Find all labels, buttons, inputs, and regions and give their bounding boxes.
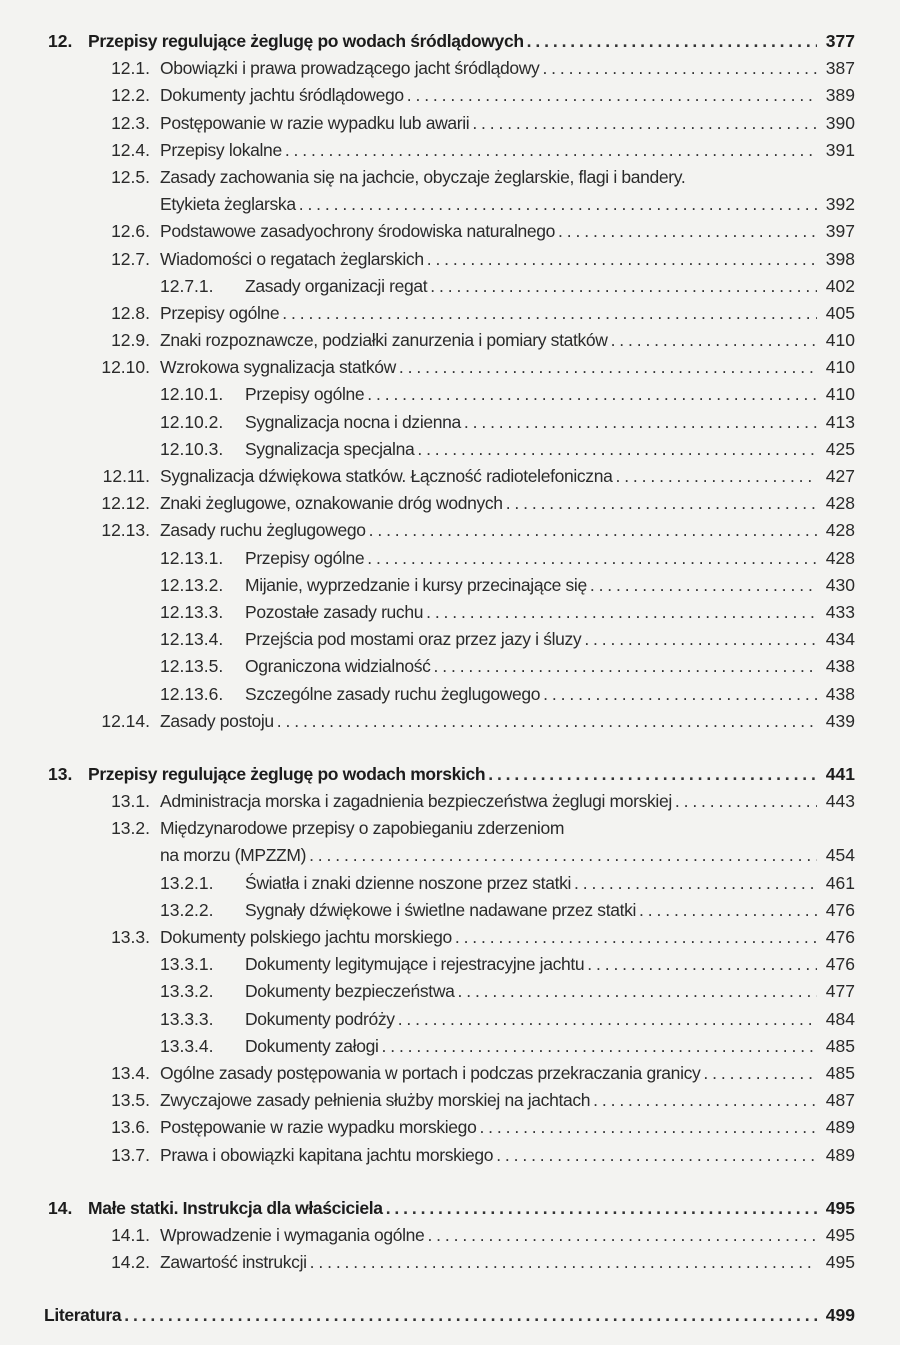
dot-leader (493, 1142, 817, 1169)
toc-entry-section (0, 1222, 900, 1249)
toc-entry-number: 12.10. (101, 357, 150, 378)
toc-entry-line (245, 409, 855, 436)
toc-entry-subsection (0, 436, 900, 463)
toc-entry-title: Wzrokowa sygnalizacja statków (160, 357, 396, 378)
dot-leader (571, 870, 817, 897)
toc-entry-section (0, 327, 900, 354)
toc-entry-title: Sygnalizacja nocna i dzienna (245, 411, 461, 432)
toc-entry-page-number: 405 (825, 302, 855, 323)
dot-leader (296, 191, 817, 218)
dot-leader (307, 1249, 817, 1276)
toc-entry-number: 12. (48, 31, 73, 51)
toc-entry-line (245, 978, 855, 1005)
toc-entry-title: Dokumenty bezpieczeństwa (245, 981, 455, 1002)
toc-entry-number: 12.14. (101, 710, 150, 731)
toc-entry-line (160, 463, 855, 490)
toc-entry-line (160, 164, 855, 191)
toc-entry-number: 12.7.1. (160, 275, 214, 296)
toc-entry-line (245, 436, 855, 463)
toc-entry-page-number: 425 (825, 438, 855, 459)
toc-entry-page-number: 402 (825, 275, 855, 296)
dot-leader (424, 246, 817, 273)
dot-leader (584, 951, 817, 978)
toc-entry-number: 13.6. (111, 1117, 150, 1138)
toc-entry-page-number: 428 (825, 547, 855, 568)
toc-entry-line (245, 599, 855, 626)
toc-entry-title: Postępowanie w razie wypadku morskiego (160, 1117, 477, 1138)
toc-entry-title: Małe statki. Instrukcja dla właściciela (88, 1197, 383, 1218)
toc-entry-title: Literatura (44, 1305, 122, 1326)
toc-entry-line (160, 490, 855, 517)
toc-entry-title: Administracja morska i zagadnienia bezpieczeństwa żeglugi morskiej (160, 791, 672, 812)
toc-entry-section (0, 788, 900, 815)
toc-entry-page-number: 485 (825, 1062, 855, 1083)
toc-entry-page-number: 484 (825, 1008, 855, 1029)
toc-entry-line (44, 1302, 855, 1329)
toc-entry-number: 13. (48, 763, 73, 784)
toc-entry-title: Przepisy lokalne (160, 139, 282, 160)
toc-entry-page-number: 433 (825, 601, 855, 622)
toc-entry-title: Zasady postoju (160, 710, 274, 731)
toc-entry-title: Dokumenty jachtu śródlądowego (160, 85, 404, 106)
toc-entry-number: 12.4. (111, 139, 150, 160)
toc-entry-subsection (0, 897, 900, 924)
toc-entry-line (245, 951, 855, 978)
toc-entry-line (245, 653, 855, 680)
toc-entry-line (160, 788, 855, 815)
toc-entry-line (88, 761, 855, 788)
dot-leader (424, 1222, 817, 1249)
toc-entry-title: Podstawowe zasadyochrony środowiska naturalnego (160, 221, 556, 242)
toc-entry-section (0, 815, 900, 842)
toc-entry-line (88, 1195, 855, 1222)
toc-entry-subsection (0, 951, 900, 978)
dot-leader (539, 55, 817, 82)
toc-entry-title: Zasady organizacji regat (245, 275, 428, 296)
toc-entry-section (0, 218, 900, 245)
toc-entry-page-number: 439 (825, 710, 855, 731)
toc-entry-page-number: 430 (825, 574, 855, 595)
toc-entry-number: 12.13.5. (160, 656, 224, 677)
toc-entry-line (160, 1114, 855, 1141)
toc-entry-number: 13.3. (111, 927, 150, 947)
toc-entry-number: 12.8. (111, 302, 150, 323)
toc-entry-subsection (0, 381, 900, 408)
toc-entry-title: Prawa i obowiązki kapitana jachtu morskiego (160, 1144, 494, 1165)
toc-entry-line (160, 191, 855, 218)
toc-entry-page-number: 487 (825, 1090, 855, 1111)
toc-entry-page-number: 397 (825, 221, 855, 242)
toc-entry-subsection (0, 409, 900, 436)
toc-entry-page-number: 454 (825, 845, 855, 866)
toc-entry-page-number: 434 (825, 629, 855, 650)
toc-entry-number: 14.1. (111, 1224, 150, 1245)
toc-entry-subsection (0, 626, 900, 653)
dot-leader (555, 218, 817, 245)
toc-entry-page-number: 428 (825, 493, 855, 514)
toc-entry-title: Ograniczona widzialność (245, 656, 431, 677)
toc-entry-title: Zasady zachowania się na jachcie, obyczaje żeglarskie, flagi i bandery. (160, 166, 686, 187)
dot-leader (396, 354, 817, 381)
dot-leader (612, 463, 817, 490)
toc-entry-title: Dokumenty podróży (245, 1008, 395, 1029)
dot-leader (414, 436, 817, 463)
dot-leader (364, 545, 817, 572)
toc-entry-subsection (0, 1033, 900, 1060)
toc-entry-subsection (0, 653, 900, 680)
toc-entry-page-number: 477 (825, 981, 855, 1002)
toc-entry-number: 14. (48, 1197, 73, 1218)
toc-entry-title: Obowiązki i prawa prowadzącego jacht śródlądowy (160, 58, 540, 79)
toc-entry-title: na morzu (MPZZM) (160, 845, 307, 866)
toc-entry-line (160, 924, 855, 951)
toc-entry-section (0, 924, 900, 951)
toc-entry-number: 12.10.2. (160, 411, 224, 432)
toc-entry-title: Przepisy regulujące żeglugę po wodach śródlądowych (88, 31, 524, 51)
toc-entry-number: 12.1. (111, 58, 150, 79)
toc-entry-title: Przepisy ogólne (245, 547, 365, 568)
toc-entry-section (0, 191, 900, 218)
toc-entry-line (160, 110, 855, 137)
toc-entry-title: Zwyczajowe zasady pełnienia służby morskiej na jachtach (160, 1090, 591, 1111)
dot-leader (282, 137, 817, 164)
toc-entry-line (245, 870, 855, 897)
toc-entry-page-number: 392 (825, 194, 855, 215)
dot-leader (427, 273, 817, 300)
dot-leader (524, 28, 817, 55)
toc-entry-title: Dokumenty załogi (245, 1035, 379, 1056)
toc-entry-number: 12.13. (101, 520, 150, 541)
toc-entry-line (245, 626, 855, 653)
toc-entry-title: Sygnalizacja dźwiękowa statków. Łączność radiotelefoniczna (160, 466, 613, 486)
toc-entry-title: Dokumenty polskiego jachtu morskiego (160, 927, 452, 947)
toc-entry-page-number: 428 (825, 520, 855, 541)
toc-entry-section (0, 55, 900, 82)
toc-entry-number: 12.7. (111, 248, 150, 269)
toc-entry-section (0, 517, 900, 544)
toc-entry-title: Znaki rozpoznawcze, podziałki zanurzenia i pomiary statków (160, 330, 608, 351)
toc-entry-number: 13.2.2. (160, 899, 214, 920)
toc-entry-section (0, 1249, 900, 1276)
dot-leader (306, 842, 817, 869)
toc-entry-number: 12.5. (111, 166, 150, 187)
toc-entry-page-number: 438 (825, 683, 855, 704)
toc-entry-number: 13.3.4. (160, 1035, 214, 1056)
toc-entry-title: Przepisy ogólne (160, 302, 280, 323)
toc-entry-section (0, 82, 900, 109)
toc-entry-page-number: 476 (825, 954, 855, 975)
dot-leader (581, 626, 817, 653)
toc-entry-page-number: 410 (825, 330, 855, 351)
dot-leader (540, 681, 817, 708)
toc-entry-number: 13.1. (111, 791, 150, 812)
dot-leader (379, 1033, 818, 1060)
toc-entry-page-number: 390 (825, 112, 855, 133)
toc-entry-line (160, 246, 855, 273)
toc-entry-page-number: 443 (825, 791, 855, 812)
dot-leader (383, 1195, 817, 1222)
dot-leader (636, 897, 817, 924)
toc-entry-line (160, 1060, 855, 1087)
toc-entry-line (160, 1249, 855, 1276)
toc-entry-number: 12.12. (101, 493, 150, 514)
toc-entry-line (245, 1033, 855, 1060)
toc-entry-title: Znaki żeglugowe, oznakowanie dróg wodnych (160, 493, 503, 514)
toc-entry-line (160, 218, 855, 245)
toc-entry-section (0, 137, 900, 164)
toc-entry-subsection (0, 599, 900, 626)
toc-entry-title: Pozostałe zasady ruchu (245, 601, 424, 622)
toc-entry-subsection (0, 870, 900, 897)
toc-entry-page-number: 495 (825, 1197, 855, 1218)
toc-entry-subsection (0, 681, 900, 708)
toc-entry-number: 13.3.3. (160, 1008, 214, 1029)
toc-entry-back-matter (0, 1302, 900, 1329)
dot-leader (587, 572, 817, 599)
toc-entry-page-number: 391 (825, 139, 855, 160)
toc-entry-number: 12.13.1. (160, 547, 224, 568)
toc-entry-line (245, 545, 855, 572)
toc-entry-subsection (0, 273, 900, 300)
toc-entry-subsection (0, 572, 900, 599)
toc-entry-page-number: 377 (825, 31, 855, 51)
toc-entry-line (160, 300, 855, 327)
toc-entry-line (160, 354, 855, 381)
toc-entry-number: 13.3.2. (160, 981, 214, 1002)
toc-entry-page-number: 461 (825, 872, 855, 893)
toc-entry-page-number: 438 (825, 656, 855, 677)
toc-entry-title: Postępowanie w razie wypadku lub awarii (160, 112, 470, 133)
dot-leader (503, 490, 817, 517)
toc-entry-number: 12.10.3. (160, 438, 224, 459)
toc-entry-section (0, 164, 900, 191)
toc-entry-page-number: 441 (825, 763, 855, 784)
toc-entry-title: Wiadomości o regatach żeglarskich (160, 248, 424, 269)
dot-leader (364, 381, 817, 408)
dot-leader (700, 1060, 817, 1087)
dot-leader (672, 788, 817, 815)
dot-leader (395, 1006, 817, 1033)
toc-entry-number: 12.3. (111, 112, 150, 133)
toc-entry-number: 12.13.4. (160, 629, 224, 650)
toc-entry-number: 12.13.6. (160, 683, 224, 704)
toc-entry-title: Sygnalizacja specjalna (245, 438, 415, 459)
toc-entry-number: 12.2. (111, 85, 150, 106)
toc-entry-title: Dokumenty legitymujące i rejestracyjne jachtu (245, 954, 585, 975)
toc-entry-chapter (0, 761, 900, 788)
toc-entry-line (160, 517, 855, 544)
toc-entry-number: 13.4. (111, 1062, 150, 1083)
toc-entry-number: 12.6. (111, 221, 150, 242)
toc-entry-line (245, 897, 855, 924)
toc-entry-number: 13.2. (111, 818, 150, 839)
dot-leader (476, 1114, 817, 1141)
toc-entry-number: 13.2.1. (160, 872, 214, 893)
toc-entry-line (160, 815, 855, 842)
toc-entry-page-number: 499 (825, 1305, 855, 1326)
toc-entry-line (160, 82, 855, 109)
toc-entry-title: Zasady ruchu żeglugowego (160, 520, 366, 541)
toc-entry-line (160, 1142, 855, 1169)
toc-entry-page-number: 410 (825, 384, 855, 405)
toc-entry-line (88, 28, 855, 55)
toc-entry-section (0, 1087, 900, 1114)
table-of-contents (0, 28, 900, 1329)
toc-entry-section (0, 354, 900, 381)
toc-entry-title: Przepisy ogólne (245, 384, 365, 405)
toc-entry-title: Ogólne zasady postępowania w portach i podczas przekraczania granicy (160, 1062, 701, 1083)
toc-entry-section (0, 463, 900, 490)
toc-entry-page-number: 398 (825, 248, 855, 269)
toc-entry-page-number: 413 (825, 411, 855, 432)
toc-entry-line (160, 55, 855, 82)
toc-entry-number: 14.2. (111, 1252, 150, 1273)
dot-leader (404, 82, 817, 109)
toc-entry-line (245, 572, 855, 599)
dot-leader (274, 708, 817, 735)
toc-entry-title: Zawartość instrukcji (160, 1252, 307, 1273)
dot-leader (590, 1087, 817, 1114)
toc-entry-title: Wprowadzenie i wymagania ogólne (160, 1224, 425, 1245)
toc-entry-page-number: 389 (825, 85, 855, 106)
toc-entry-page-number: 489 (825, 1144, 855, 1165)
toc-entry-section (0, 1142, 900, 1169)
toc-entry-title: Etykieta żeglarska (160, 194, 296, 215)
toc-entry-page-number: 387 (825, 58, 855, 79)
dot-leader (461, 409, 817, 436)
toc-entry-page-number: 485 (825, 1035, 855, 1056)
toc-entry-section (0, 708, 900, 735)
toc-entry-page-number: 476 (825, 899, 855, 920)
toc-entry-line (245, 681, 855, 708)
toc-entry-section (0, 246, 900, 273)
toc-entry-title: Międzynarodowe przepisy o zapobieganiu zderzeniom (160, 818, 565, 839)
toc-entry-line (160, 708, 855, 735)
toc-entry-section (0, 842, 900, 869)
toc-entry-page-number: 495 (825, 1224, 855, 1245)
toc-entry-section (0, 1060, 900, 1087)
toc-entry-section (0, 490, 900, 517)
toc-entry-subsection (0, 978, 900, 1005)
toc-entry-number: 12.9. (111, 330, 150, 351)
toc-entry-page-number: 489 (825, 1117, 855, 1138)
toc-entry-line (160, 1087, 855, 1114)
toc-entry-line (160, 327, 855, 354)
dot-leader (423, 599, 817, 626)
toc-entry-title: Światła i znaki dzienne noszone przez statki (245, 872, 572, 893)
toc-entry-section (0, 110, 900, 137)
toc-entry-title: Przejścia pod mostami oraz przez jazy i śluzy (245, 629, 582, 650)
toc-entry-number: 12.13.3. (160, 601, 224, 622)
toc-entry-title: Przepisy regulujące żeglugę po wodach morskich (88, 763, 486, 784)
toc-entry-page-number: 410 (825, 357, 855, 378)
dot-leader (452, 924, 817, 951)
toc-entry-number: 12.13.2. (160, 574, 224, 595)
dot-leader (279, 300, 817, 327)
toc-entry-line (245, 381, 855, 408)
dot-leader (455, 978, 818, 1005)
dot-leader (608, 327, 817, 354)
toc-entry-line (160, 137, 855, 164)
toc-entry-title: Szczególne zasady ruchu żeglugowego (245, 683, 541, 704)
toc-entry-number: 12.11. (102, 466, 150, 486)
toc-entry-line (160, 842, 855, 869)
toc-entry-section (0, 300, 900, 327)
toc-entry-line (160, 1222, 855, 1249)
toc-entry-number: 13.5. (111, 1090, 150, 1111)
toc-entry-number: 13.7. (111, 1144, 150, 1165)
toc-entry-title: Sygnały dźwiękowe i świetlne nadawane przez statki (245, 899, 637, 920)
dot-leader (121, 1302, 817, 1329)
toc-entry-page-number: 427 (825, 466, 855, 486)
toc-entry-line (245, 273, 855, 300)
toc-entry-title: Mijanie, wyprzedzanie i kursy przecinające się (245, 574, 587, 595)
toc-entry-line (245, 1006, 855, 1033)
toc-entry-chapter (0, 28, 900, 55)
toc-entry-section (0, 1114, 900, 1141)
toc-entry-page-number: 495 (825, 1252, 855, 1273)
toc-entry-subsection (0, 545, 900, 572)
toc-entry-number: 12.10.1. (160, 384, 224, 405)
toc-entry-chapter (0, 1195, 900, 1222)
toc-entry-page-number: 476 (825, 927, 855, 947)
dot-leader (431, 653, 817, 680)
dot-leader (366, 517, 817, 544)
dot-leader (469, 110, 817, 137)
toc-entry-number: 13.3.1. (160, 954, 214, 975)
dot-leader (485, 761, 817, 788)
toc-entry-subsection (0, 1006, 900, 1033)
